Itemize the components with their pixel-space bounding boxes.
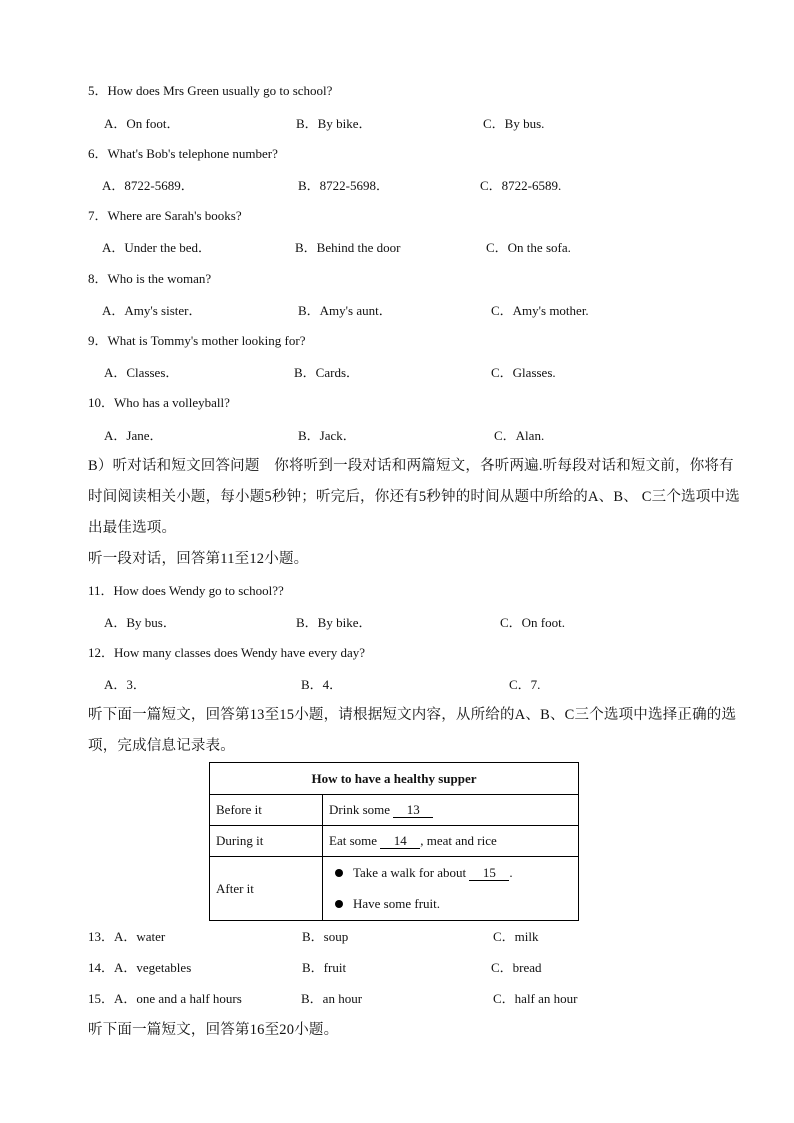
question-6-option-c: C．8722-6589. — [480, 178, 562, 193]
row-text: Drink some — [329, 802, 394, 817]
bullet-text: . — [509, 865, 513, 880]
row-label-after: After it — [210, 857, 323, 921]
row-value-during — [323, 826, 579, 857]
question-8-stem: 8．Who is the woman? — [88, 271, 212, 286]
bullet-text: Take a walk for about — [353, 865, 470, 880]
bullet-item — [329, 864, 572, 882]
question-6-stem: 6．What's Bob's telephone number? — [88, 146, 278, 161]
question-10-stem: 10．Who has a volleyball? — [88, 395, 230, 410]
question-8-option-b: B．Amy's aunt． — [298, 303, 392, 318]
answer-blank-13: 13 — [393, 803, 433, 818]
bullet-item — [329, 895, 572, 913]
question-12-option-b: B．4． — [301, 677, 343, 692]
section-b-instructions-line-2: 时间阅读相关小题，每小题5秒钟；听完后，你还有5秒钟的时间从题中所给的A、B、 C三个选项中选 — [88, 489, 740, 505]
question-11-stem: 11．How does Wendy go to school?? — [88, 583, 284, 598]
question-7-option-b: B．Behind the door — [295, 240, 401, 255]
bullet-icon — [335, 900, 343, 908]
question-10-option-a: A．Jane． — [104, 428, 163, 443]
section-b-instructions-line-3: 出最佳选项。 — [88, 520, 177, 536]
answer-blank-14: 14 — [380, 834, 420, 849]
question-7-option-c: C．On the sofa. — [486, 240, 571, 255]
table-row — [210, 795, 579, 826]
question-14-stem: 14．A．vegetables — [88, 960, 192, 975]
question-8-option-a: A．Amy's sister． — [102, 303, 202, 318]
question-6-option-b: B．8722-5698． — [298, 178, 390, 193]
question-13-stem: 13．A．water — [88, 929, 166, 944]
row-label-during: During it — [210, 826, 323, 857]
question-5-option-a: A．On foot． — [104, 116, 180, 131]
question-11-option-b: B．By bike． — [296, 615, 372, 630]
row-text: , meat and rice — [420, 833, 497, 848]
question-13-option-c: C．milk — [493, 929, 539, 944]
question-15-option-b: B．an hour — [301, 991, 363, 1006]
passage-1-intro-line-2: 项，完成信息记录表。 — [88, 738, 235, 754]
question-7-stem: 7．Where are Sarah's books? — [88, 208, 242, 223]
bullet-text: Have some fruit. — [353, 896, 441, 911]
row-value-before — [323, 795, 579, 826]
question-13-option-b: B．soup — [302, 929, 349, 944]
table-row — [210, 857, 579, 921]
row-text: Eat some — [329, 833, 381, 848]
question-15-option-c: C．half an hour — [493, 991, 578, 1006]
question-12-option-a: A．3． — [104, 677, 146, 692]
question-5-option-b: B．By bike． — [296, 116, 372, 131]
table-row — [210, 826, 579, 857]
question-9-option-a: A．Classes． — [104, 365, 179, 380]
dialogue-intro: 听一段对话，回答第11至12小题。 — [88, 551, 309, 567]
table-title: How to have a healthy supper — [210, 763, 579, 795]
question-12-stem: 12．How many classes does Wendy have every day? — [88, 645, 366, 660]
info-record-table — [209, 762, 579, 921]
question-15-stem: 15．A．one and a half hours — [88, 991, 242, 1006]
row-label-before: Before it — [210, 795, 323, 826]
question-10-option-b: B．Jack． — [298, 428, 356, 443]
row-value-after — [323, 857, 579, 921]
answer-blank-15: 15 — [469, 866, 509, 881]
question-14-option-c: C．bread — [491, 960, 542, 975]
question-7-option-a: A．Under the bed． — [102, 240, 212, 255]
question-14-option-b: B．fruit — [302, 960, 347, 975]
question-9-option-c: C．Glasses. — [491, 365, 556, 380]
question-11-option-c: C．On foot. — [500, 615, 566, 630]
bullet-icon — [335, 869, 343, 877]
question-8-option-c: C．Amy's mother. — [491, 303, 589, 318]
question-10-option-c: C．Alan. — [494, 428, 545, 443]
passage-2-intro: 听下面一篇短文，回答第16至20小题。 — [88, 1022, 339, 1038]
question-9-stem: 9．What is Tommy's mother looking for? — [88, 333, 306, 348]
passage-1-intro-line-1: 听下面一篇短文，回答第13至15小题，请根据短文内容，从所给的A、B、C三个选项中选择正确的选 — [88, 707, 737, 723]
question-9-option-b: B．Cards． — [294, 365, 360, 380]
question-5-option-c: C．By bus. — [483, 116, 545, 131]
question-12-option-c: C．7. — [509, 677, 541, 692]
question-6-option-a: A．8722-5689． — [102, 178, 194, 193]
question-11-option-a: A．By bus． — [104, 615, 176, 630]
section-b-instructions-line-1: B）听对话和短文回答问题 你将听到一段对话和两篇短文，各听两遍.听每段对话和短文前，你将有 — [88, 458, 734, 474]
question-5-stem: 5．How does Mrs Green usually go to school? — [88, 83, 333, 98]
